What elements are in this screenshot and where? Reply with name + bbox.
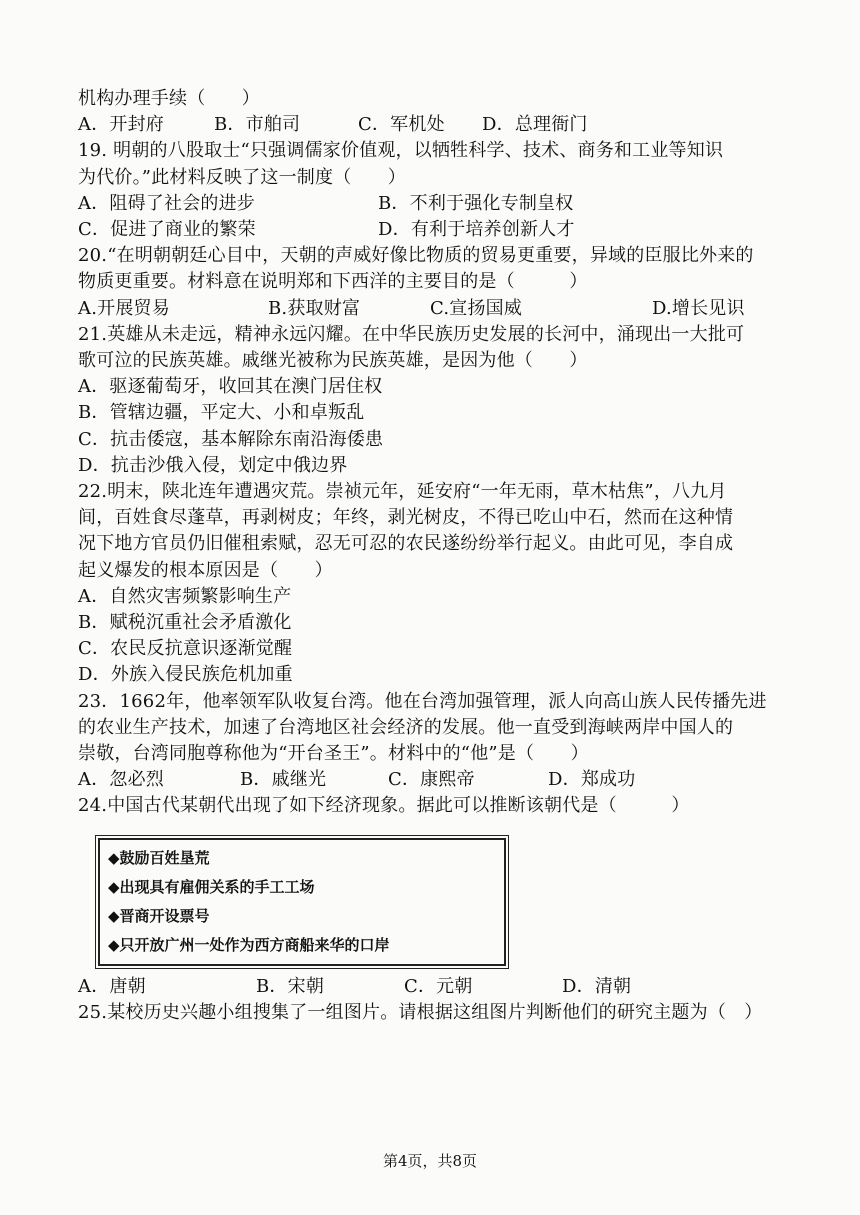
q24-material-box (98, 838, 506, 966)
q19-options-row-2 (78, 217, 798, 243)
q22-option-c: C．农民反抗意识逐渐觉醒 (78, 638, 293, 660)
q21-option-d: D．抗击沙俄入侵，划定中俄边界 (78, 454, 348, 476)
q23-stem-line-3: 崇敬，台湾同胞尊称他为“开台圣王”。材料中的“他”是（ ） (78, 743, 589, 765)
q18-option-a: A．开封府 (78, 114, 164, 136)
q22-stem-line-4: 起义爆发的根本原因是（ ） (78, 559, 333, 581)
q19-option-b: B．不利于强化专制皇权 (378, 192, 574, 214)
q19-stem-line-1: 19. 明朝的八股取士“只强调儒家价值观，以牺牲科学、技术、商务和工业等知识 (78, 140, 724, 162)
q19-options-row-1 (78, 191, 798, 217)
q24-option-d: D．清朝 (562, 975, 632, 997)
q18-stem-tail: 机构办理手续（ ） (78, 88, 260, 109)
q19-option-a: A．阻碍了社会的进步 (78, 192, 255, 214)
q23-option-b: B．戚继光 (240, 769, 327, 791)
q18-option-b: B．市舶司 (214, 114, 301, 136)
q21-option-c: C．抗击倭寇，基本解除东南沿海倭患 (78, 428, 384, 450)
q20-stem-line-2: 物质更重要。材料意在说明郑和下西洋的主要目的是（ ） (78, 271, 588, 293)
q18-option-c: C．军机处 (358, 114, 445, 136)
q24-option-a: A．唐朝 (78, 975, 146, 997)
q22-option-d: D．外族入侵民族危机加重 (78, 664, 293, 686)
q23-option-a: A．忽必烈 (78, 769, 164, 791)
q23-stem-line-1: 23．1662年，他率领军队收复台湾。他在台湾加强管理，派人向高山族人民传播先进 (78, 690, 767, 712)
q20-option-c: C.宣扬国威 (430, 297, 523, 319)
q22-stem-line-1: 22.明末，陕北连年遭遇灾荒。崇祯元年，延安府“一年无雨，草木枯焦”，八九月 (78, 481, 727, 503)
q24-option-c: C．元朝 (404, 975, 473, 997)
q22-option-b: B．赋税沉重社会矛盾激化 (78, 612, 292, 634)
q20-option-d: D.增长见识 (652, 297, 745, 319)
q18-options (78, 112, 798, 138)
q20-option-b: B.获取财富 (268, 297, 361, 319)
q19-option-d: D．有利于培养创新人才 (378, 219, 575, 241)
q23-options (78, 767, 798, 793)
q24-material-item: ◆只开放广州一处作为西方商船来华的口岸 (108, 935, 390, 954)
q20-option-a: A.开展贸易 (78, 297, 170, 319)
spacer (78, 820, 798, 832)
q21-stem-line-2: 歌可泣的民族英雄。戚继光被称为民族英雄，是因为他（ ） (78, 350, 588, 372)
page-content (78, 86, 798, 1026)
q25-stem: 25.某校历史兴趣小组搜集了一组图片。请根据这组图片判断他们的研究主题为（ ） (78, 1001, 763, 1023)
q22-option-a: A．自然灾害频繁影响生产 (78, 585, 292, 607)
q18-option-d: D．总理衙门 (482, 114, 588, 136)
q20-options (78, 296, 798, 322)
q24-stem: 24.中国古代某朝代出现了如下经济现象。据此可以推断该朝代是（ ） (78, 795, 690, 817)
q19-stem-line-2: 为代价。”此材料反映了这一制度（ ） (78, 166, 407, 188)
q20-stem-line-1: 20.“在明朝朝廷心目中，天朝的声威好像比物质的贸易更重要，异域的臣服比外来的 (78, 245, 754, 267)
q22-stem-line-3: 况下地方官员仍旧催租索赋，忍无可忍的农民遂纷纷举行起义。由此可见，李自成 (78, 533, 734, 555)
q24-material-item: ◆出现具有雇佣关系的手工工场 (108, 877, 315, 896)
q23-option-c: C．康熙帝 (388, 769, 475, 791)
q21-stem-line-1: 21.英雄从未走远，精神永远闪耀。在中华民族历史发展的长河中，涌现出一大批可 (78, 323, 745, 345)
q24-material-item: ◆晋商开设票号 (108, 906, 210, 925)
q24-material-item: ◆鼓励百姓垦荒 (108, 848, 210, 867)
q21-option-b: B．管辖边疆，平定大、小和卓叛乱 (78, 402, 365, 424)
q24-options (78, 974, 798, 1000)
page-number-footer: 第4页，共8页 (382, 1152, 478, 1170)
q22-stem-line-2: 间，百姓食尽蓬草，再剥树皮；年终，剥光树皮，不得已吃山中石，然而在这种情 (78, 507, 734, 529)
q23-stem-line-2: 的农业生产技术，加速了台湾地区社会经济的发展。他一直受到海峡两岸中国人的 (78, 716, 734, 738)
q19-option-c: C．促进了商业的繁荣 (78, 219, 256, 241)
q23-option-d: D．郑成功 (548, 769, 636, 791)
q24-option-b: B．宋朝 (256, 975, 325, 997)
q21-option-a: A．驱逐葡萄牙，收回其在澳门居住权 (78, 376, 383, 398)
